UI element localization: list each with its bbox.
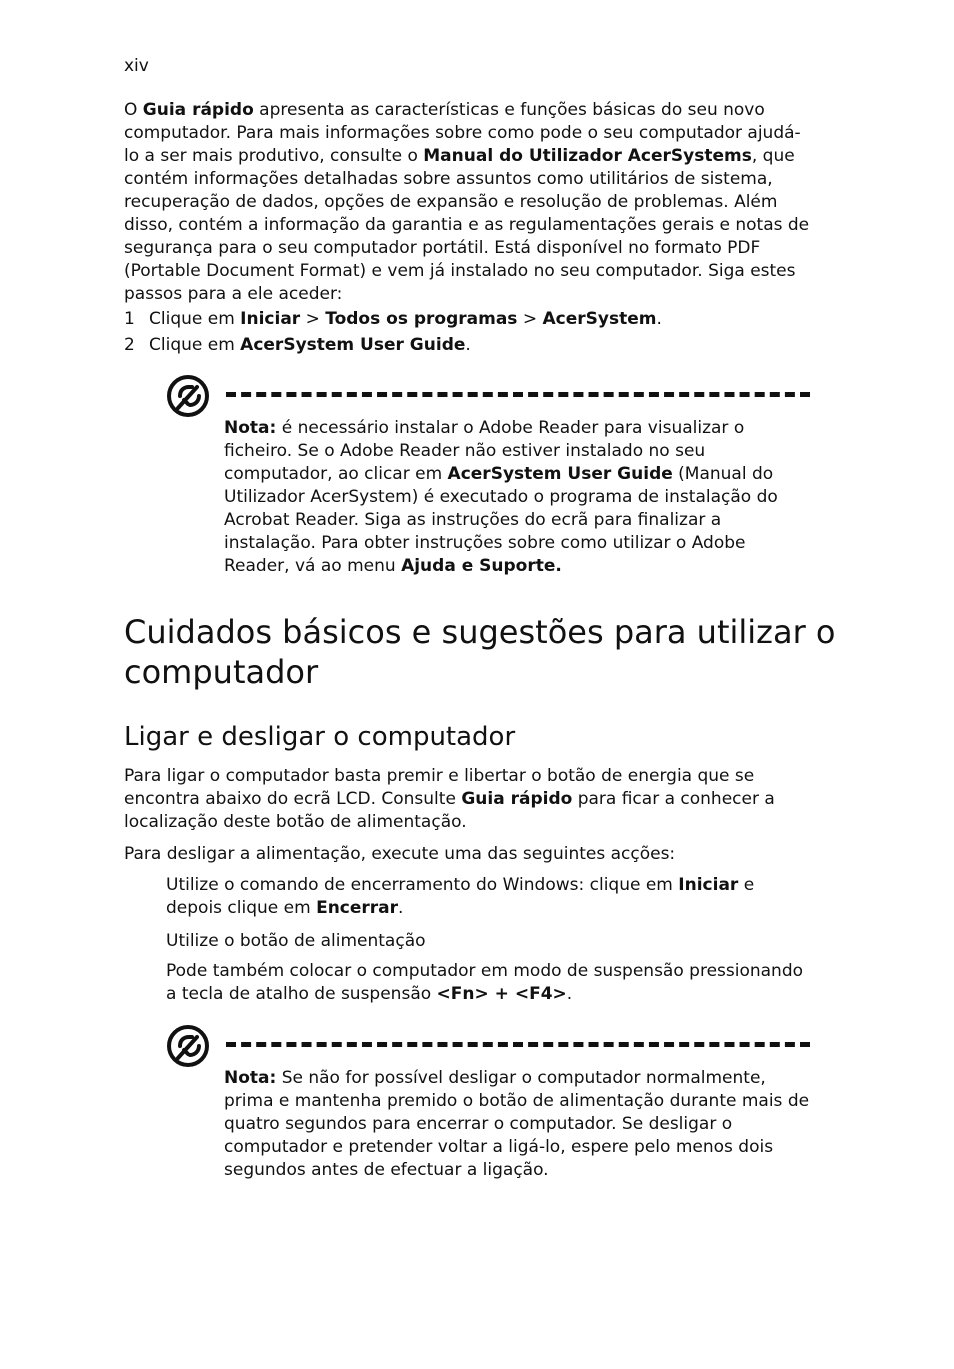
option-sleep-hotkey: Pode também colocar o computador em modo de suspensão pressionando a tecla de atalho de suspensão <Fn> + <F4>.: [166, 961, 804, 1004]
step-item: [124, 308, 814, 334]
option-power-button: Utilize o botão de alimentação: [166, 931, 426, 951]
power-off-paragraph: Para desligar a alimentação, execute uma das seguintes acções:: [124, 844, 676, 864]
intro-paragraph: O Guia rápido apresenta as características e funções básicas do seu novo computador. Para mais informações sobre como pode o seu computador ajudá-lo a ser mais produtivo, consulte o Manual do Utilizador AcerSystems, que contém informações detalhadas sobre assuntos como utilitários de sistema, recuperação de dados, opções de expansão e resolução de problemas. Além disso, contém a informação da garantia e as regulamentações gerais e notas de segurança para o seu computador portátil. Está disponível no formato PDF (Portable Document Format) e vem já instalado no seu computador. Siga estes passos para a ele aceder:: [124, 100, 810, 304]
step-number: 1: [124, 309, 135, 329]
note-divider: [226, 1042, 810, 1047]
note-pencil-icon: [166, 1024, 210, 1068]
note-label: Nota:: [224, 1068, 277, 1088]
note-text: Nota: Se não for possível desligar o computador normalmente, prima e mantenha premido o botão de alimentação durante mais de quatro segundos para encerrar o computador. Se desligar o computador e pretender voltar a ligá-lo, espere pelo menos dois segundos antes de efectuar a ligação.: [224, 1068, 810, 1180]
note-pencil-icon: [166, 374, 210, 418]
page-number: xiv: [124, 56, 149, 76]
guia-rapido-ref: Guia rápido: [142, 100, 254, 120]
step-item: [124, 334, 814, 360]
step-number: 2: [124, 335, 135, 355]
note-text: Nota: é necessário instalar o Adobe Reader para visualizar o ficheiro. Se o Adobe Reader não estiver instalado no seu computador, ao clicar em AcerSystem User Guide (Manual do Utilizador AcerSystem) é executado o programa de instalação do Acrobat Reader. Siga as instruções do ecrã para finalizar a instalação. Para obter instruções sobre como utilizar o Adobe Reader, vá ao menu Ajuda e Suporte.: [224, 418, 778, 576]
power-on-paragraph: Para ligar o computador basta premir e libertar o botão de energia que se encontra abaixo do ecrã LCD. Consulte Guia rápido para ficar a conhecer a localização deste botão de alimentação.: [124, 766, 775, 832]
note-label: Nota:: [224, 418, 277, 438]
step-text: Clique em Iniciar > Todos os programas > AcerSystem.: [149, 309, 662, 329]
subsection-heading: Ligar e desligar o computador: [124, 722, 516, 752]
note-divider: [226, 392, 810, 397]
steps-list: [124, 308, 814, 360]
step-text: Clique em AcerSystem User Guide.: [149, 335, 471, 355]
manual-ref: Manual do Utilizador AcerSystems: [423, 146, 752, 166]
option-windows-shutdown: Utilize o comando de encerramento do Windows: clique em Iniciar e depois clique em Encerrar.: [166, 875, 755, 918]
section-heading: Cuidados básicos e sugestões para utilizar o computador: [124, 613, 836, 691]
